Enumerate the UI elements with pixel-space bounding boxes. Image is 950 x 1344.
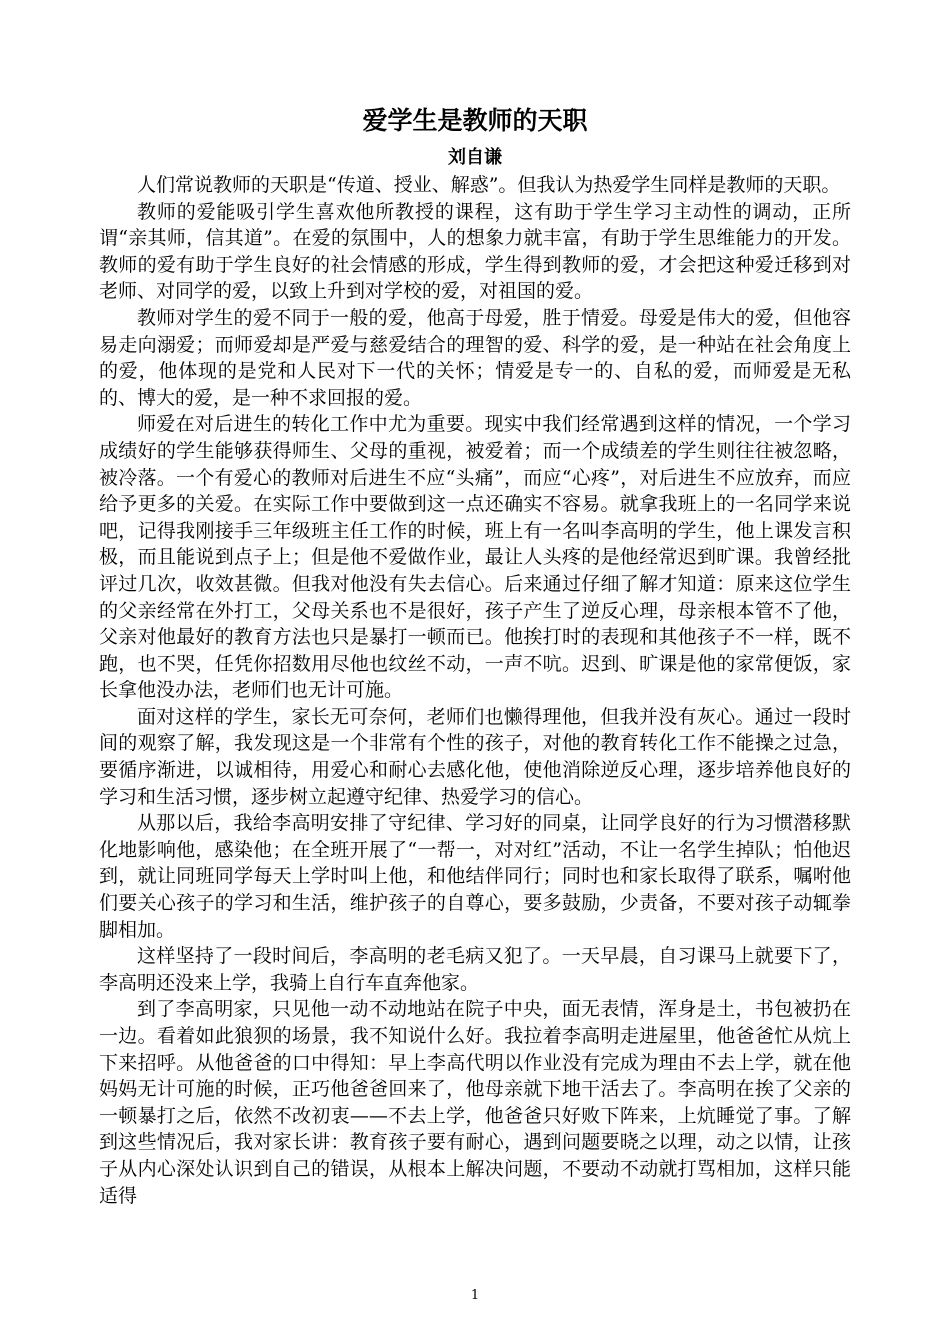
paragraph: 教师对学生的爱不同于一般的爱，他高于母爱，胜于情爱。母爱是伟大的爱，但他容易走向溺爱；而师爱却是严爱与慈爱结合的理智的爱、科学的爱，是一种站在社会角度上的爱，他体现的是党和人民对下一代的关怀；情爱是专一的、自私的爱，而师爱是无私的、博大的爱，是一种不求回报的爱。: [99, 306, 851, 409]
paragraph: 人们常说教师的天职是“传道、授业、解惑”。但我认为热爱学生同样是教师的天职。: [137, 174, 841, 196]
document-title: 爱学生是教师的天职: [362, 106, 588, 135]
page-number: 1: [470, 1288, 480, 1303]
paragraph: 师爱在对后进生的转化工作中尤为重要。现实中我们经常遇到这样的情况，一个学习成绩好的学生能够获得师生、父母的重视，被爱着；而一个成绩差的学生则往往被忽略，被冷落。一个有爱心的教师对后进生不应“头痛”，而应“心疼”，对后进生不应放弃，而应给予更多的关爱。在实际工作中要做到这一点还确实不容易。就拿我班上的一名同学来说吧，记得我刚接手三年级班主任工作的时候，班上有一名叫李高明的学生，他上课发言积极，而且能说到点子上；但是他不爱做作业，最让人头疼的是他经常迟到旷课。我曾经批评过几次，收效甚微。但我对他没有失去信心。后来通过仔细了解才知道：原来这位学生的父亲经常在外打工，父母关系也不是很好，孩子产生了逆反心理，母亲根本管不了他，父亲对他最好的教育方法也只是暴打一顿而已。他挨打时的表现和其他孩子不一样，既不跑，也不哭，任凭你招数用尽他也纹丝不动，一声不吭。迟到、旷课是他的家常便饭，家长拿他没办法，老师们也无计可施。: [99, 413, 851, 702]
paragraph: 教师的爱能吸引学生喜欢他所教授的课程，这有助于学生学习主动性的调动，正所谓“亲其师，信其道”。在爱的氛围中，人的想象力就丰富，有助于学生思维能力的开发。教师的爱有助于学生良好的社会情感的形成，学生得到教师的爱，才会把这种爱迁移到对老师、对同学的爱，以致上升到对学校的爱，对祖国的爱。: [99, 200, 851, 303]
document-body: [99, 172, 851, 1209]
paragraph: 这样坚持了一段时间后，李高明的老毛病又犯了。一天早晨，自习课马上就要下了，李高明还没来上学，我骑上自行车直奔他家。: [99, 945, 851, 994]
author-name: 刘自谦: [448, 147, 502, 168]
paragraph: 到了李高明家，只见他一动不动地站在院子中央，面无表情，浑身是土，书包被扔在一边。看着如此狼狈的场景，我不知说什么好。我拉着李高明走进屋里，他爸爸忙从炕上下来招呼。从他爸爸的口中得知：早上李高代明以作业没有完成为理由不去上学，就在他妈妈无计可施的时候，正巧他爸爸回来了，他母亲就下地干活去了。李高明在挨了父亲的一顿暴打之后，依然不改初衷——不去上学，他爸爸只好败下阵来，上炕睡觉了事。了解到这些情况后，我对家长讲：教育孩子要有耐心，遇到问题要晓之以理，动之以情，让孩子从内心深处认识到自己的错误，从根本上解决问题，不要动不动就打骂相加，这样只能适得: [99, 998, 851, 1207]
paragraph: 从那以后，我给李高明安排了守纪律、学习好的同桌，让同学良好的行为习惯潜移默化地影响他，感染他；在全班开展了“一帮一，对对红”活动，不让一名学生掉队；怕他迟到，就让同班同学每天上学时叫上他，和他结伴同行；同时也和家长取得了联系，嘱咐他们要关心孩子的学习和生活，维护孩子的自尊心，要多鼓励，少责备，不要对孩子动辄拳脚相加。: [99, 812, 851, 941]
paragraph: 面对这样的学生，家长无可奈何，老师们也懒得理他，但我并没有灰心。通过一段时间的观察了解，我发现这是一个非常有个性的孩子，对他的教育转化工作不能操之过急，要循序渐进，以诚相待，用爱心和耐心去感化他，使他消除逆反心理，逐步培养他良好的学习和生活习惯，逐步树立起遵守纪律、热爱学习的信心。: [99, 705, 851, 808]
